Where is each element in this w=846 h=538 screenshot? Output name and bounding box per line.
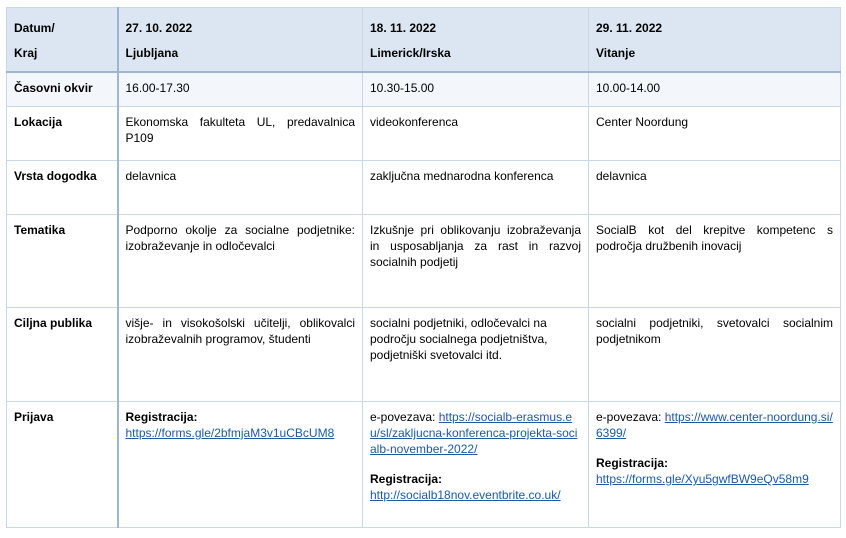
e-link[interactable]: https://www.center-noordung.si/6399/	[596, 410, 833, 440]
row-label: Lokacija	[7, 107, 118, 161]
e-link-label: e-povezava:	[596, 410, 662, 424]
header-row	[7, 8, 841, 72]
e-link[interactable]: https://socialb-erasmus.eu/sl/zakljucna-konferenca-projekta-socialb-november-2022/	[370, 410, 578, 456]
cell: delavnica	[589, 161, 841, 215]
cell: višje- in visokošolski učitelji, oblikovalci izobraževalnih programov, študenti	[118, 308, 363, 402]
registration-label: Registracija:	[596, 456, 669, 470]
row-ciljna-publika	[7, 308, 841, 402]
registration-label: Registracija:	[370, 472, 443, 486]
header-label-cell	[7, 8, 118, 72]
cell: Podporno okolje za socialne podjetnike: izobraževanje in odločevalci	[118, 215, 363, 308]
e-link-label: e-povezava:	[370, 410, 436, 424]
event-place: Ljubljana	[125, 46, 179, 60]
cell: SocialB kot del krepitve kompetenc s področja družbenih inovacij	[589, 215, 841, 308]
event-place: Vitanje	[596, 46, 636, 60]
cell: videokonferenca	[363, 107, 589, 161]
row-vrsta-dogodka	[7, 161, 841, 215]
events-table	[6, 7, 841, 528]
row-label: Ciljna publika	[7, 308, 118, 402]
cell: socialni podjetniki, svetovalci socialnim podjetnikom	[589, 308, 841, 402]
row-lokacija	[7, 107, 841, 161]
registration-link[interactable]: http://socialb18nov.eventbrite.co.uk/	[370, 488, 561, 502]
registration-link[interactable]: https://forms.gle/Xyu5gwfBW9eQv58m9	[596, 472, 809, 486]
row-tematika	[7, 215, 841, 308]
row-casovni-okvir	[7, 72, 841, 107]
cell: Izkušnje pri oblikovanju izobraževanja in usposabljanja za rast in razvoj socialnih podjetij	[363, 215, 589, 308]
cell: 10.30-15.00	[363, 72, 589, 107]
cell: delavnica	[118, 161, 363, 215]
row-label: Vrsta dogodka	[7, 161, 118, 215]
event-place: Limerick/Irska	[370, 46, 451, 60]
cell-prijava-1	[118, 402, 363, 528]
cell: 10.00-14.00	[589, 72, 841, 107]
row-label: Tematika	[7, 215, 118, 308]
header-label-line2: Kraj	[14, 46, 38, 60]
cell: socialni podjetniki, odločevalci na področju socialnega podjetništva, podjetniški svetovalci itd.	[363, 308, 589, 402]
cell: Center Noordung	[589, 107, 841, 161]
registration-label: Registracija:	[125, 410, 198, 424]
row-prijava	[7, 402, 841, 528]
cell: zaključna mednarodna konferenca	[363, 161, 589, 215]
registration-link[interactable]: https://forms.gle/2bfmjaM3v1uCBcUM8	[125, 426, 335, 440]
header-label-line1: Datum/	[14, 21, 55, 35]
row-label: Časovni okvir	[7, 72, 118, 107]
cell: 16.00-17.30	[118, 72, 363, 107]
header-event-2	[363, 8, 589, 72]
event-date: 18. 11. 2022	[370, 21, 437, 35]
header-event-3	[589, 8, 841, 72]
cell-prijava-2	[363, 402, 589, 528]
row-label: Prijava	[7, 402, 118, 528]
header-event-1	[118, 8, 363, 72]
cell-prijava-3	[589, 402, 841, 528]
event-date: 27. 10. 2022	[125, 21, 193, 35]
cell: Ekonomska fakulteta UL, predavalnica P109	[118, 107, 363, 161]
event-date: 29. 11. 2022	[596, 21, 663, 35]
